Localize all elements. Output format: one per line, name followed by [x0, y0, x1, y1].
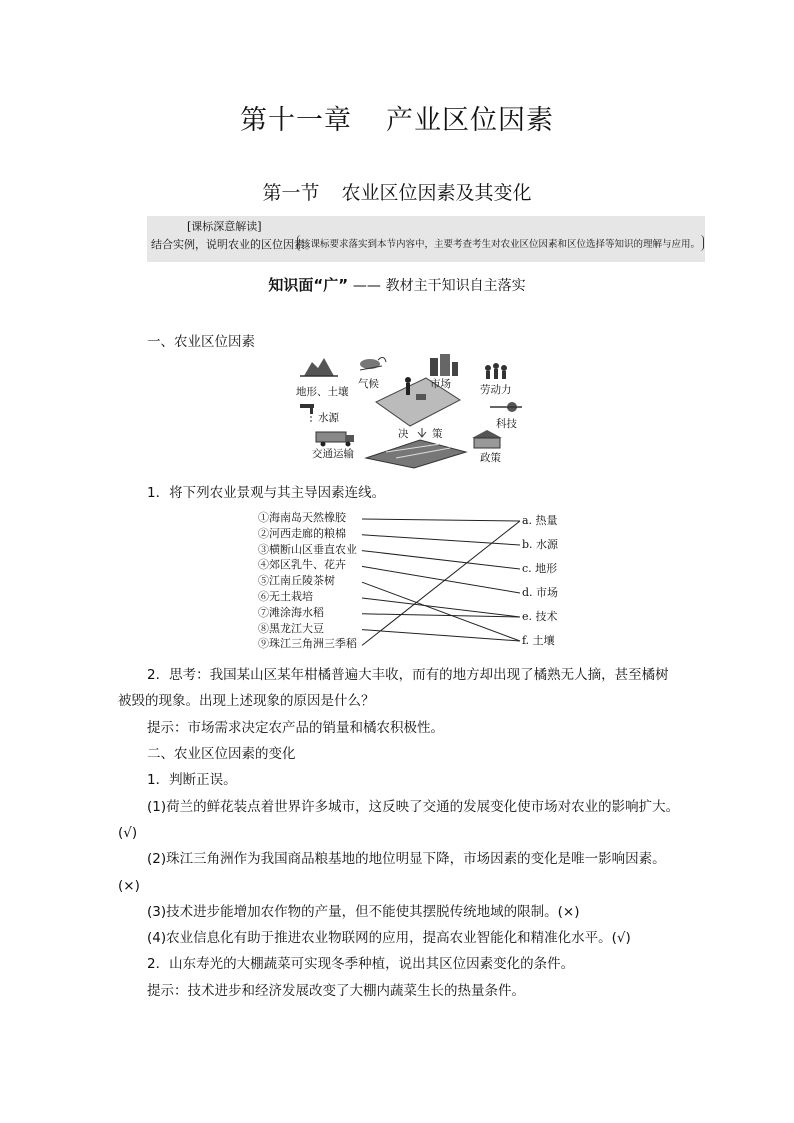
q3-hint: 提示：技术进步和经济发展改变了大棚内蔬菜生长的热量条件。	[147, 982, 525, 999]
q2-hint: 提示：市场需求决定农产品的销量和橘农积极性。	[147, 719, 444, 736]
matching-right-item: a. 热量	[522, 514, 558, 527]
knowledge-dash: ——	[352, 278, 381, 294]
figure-label-market: 市场	[430, 378, 451, 390]
cloud-icon	[360, 357, 386, 370]
figure-label-jue: 决	[398, 428, 409, 440]
q2-line1: 2．思考：我国某山区某年柑橘普遍大丰收，而有的地方却出现了橘熟无人摘，甚至橘树	[147, 667, 669, 683]
judge-item4: (4)农业信息化有助于推进农业物联网的应用，提高农业智能化和精准化水平。(√)	[147, 930, 631, 947]
figure-label-transport: 交通运输	[312, 448, 354, 460]
knowledge-title: 知识面“广”	[268, 276, 349, 294]
matching-left-item: ①海南岛天然橡胶	[258, 511, 346, 524]
matching-line	[362, 551, 520, 569]
q2-block	[118, 662, 707, 1004]
figure-label-water: 水源	[318, 412, 339, 424]
matching-right-item: d. 市场	[522, 586, 559, 599]
chapter-name: 产业区位因素	[386, 105, 554, 136]
water-tap-icon	[300, 404, 314, 422]
part1-heading: 一、农业区位因素	[147, 334, 255, 350]
matching-line	[362, 566, 520, 593]
matching-left-item: ④郊区乳牛、花卉	[258, 558, 346, 572]
judge-item2-answer: (×)	[118, 877, 140, 894]
judge-item2: (2)珠江三角洲作为我国商品粮基地的地位明显下降，市场因素的变化是唯一影响因素。	[147, 851, 666, 868]
chapter-title	[0, 98, 794, 137]
matching-line	[362, 630, 520, 641]
figure-label-ce: 策	[432, 428, 443, 440]
truck-icon	[316, 432, 354, 447]
factors-figure	[290, 352, 522, 470]
matching-left-item: ⑥无土栽培	[258, 590, 313, 603]
matching-left-item: ⑤江南丘陵茶树	[258, 574, 335, 588]
figure-label-tech: 科技	[496, 418, 517, 430]
q1-title: 1．将下列农业景观与其主导因素连线。	[147, 485, 386, 501]
building-icon	[430, 354, 458, 376]
section-number: 第一节	[262, 182, 320, 204]
people-icon	[485, 363, 507, 379]
judge-item1: (1)荷兰的鲜花装点着世界许多城市，这反映了交通的发展变化使市场对农业的影响扩大。	[147, 798, 680, 815]
judge-title: 1．判断正误。	[147, 772, 237, 789]
matching-left-item: ③横断山区垂直农业	[258, 542, 357, 556]
figure-label-policy: 政策	[480, 452, 501, 464]
section-name: 农业区位因素及其变化	[341, 182, 532, 204]
matching-right-item: b. 水源	[522, 538, 559, 551]
matching-left-item: ②河西走廊的粮棉	[258, 526, 346, 540]
judge-item1-answer: (√)	[118, 824, 138, 841]
matching-diagram	[258, 510, 598, 654]
mountain-icon	[300, 358, 338, 376]
figure-label-climate: 气候	[358, 378, 379, 390]
arrow-down-icon	[418, 428, 426, 437]
q3-line: 2．山东寿光的大棚蔬菜可实现冬季种植，说出其区位因素变化的条件。	[147, 956, 575, 973]
government-building-icon	[472, 430, 502, 448]
figure-label-terrain: 地形、土壤	[296, 386, 349, 398]
farmland-result-icon	[366, 440, 466, 468]
section-title	[0, 178, 794, 205]
matching-right-item: c. 地形	[522, 562, 558, 575]
satellite-icon	[490, 402, 522, 412]
matching-right-item: e. 技术	[522, 610, 558, 623]
matching-left-item: ⑨珠江三角洲三季稻	[258, 637, 357, 651]
judge-item3: (3)技术进步能增加农作物的产量，但不能使其摆脱传统地域的限制。(×)	[147, 903, 580, 920]
figure-label-labor: 劳动力	[480, 384, 512, 396]
curriculum-title: [课标深意解读]	[187, 220, 262, 233]
chapter-number: 第十一章	[240, 105, 352, 136]
knowledge-subtitle: 教材主干知识自主落实	[385, 278, 526, 294]
q2-line2: 被毁的现象。出现上述现象的原因是什么？	[118, 693, 375, 710]
matching-line	[362, 519, 520, 521]
matching-left-item: ⑦滩涂海水稻	[258, 605, 324, 619]
knowledge-heading	[0, 274, 794, 295]
curriculum-text: 结合实例，说明农业的区位因素。	[151, 238, 316, 251]
matching-line	[362, 582, 520, 641]
matching-right-item: f. 土壤	[522, 634, 555, 647]
part2-heading: 二、农业区位因素的变化	[147, 745, 296, 762]
matching-left-item: ⑧黑龙江大豆	[258, 621, 324, 635]
curriculum-note: 该课标要求落实到本节内容中，主要考查考生对农业区位因素和区位选择等知识的理解与应用。	[297, 235, 704, 251]
